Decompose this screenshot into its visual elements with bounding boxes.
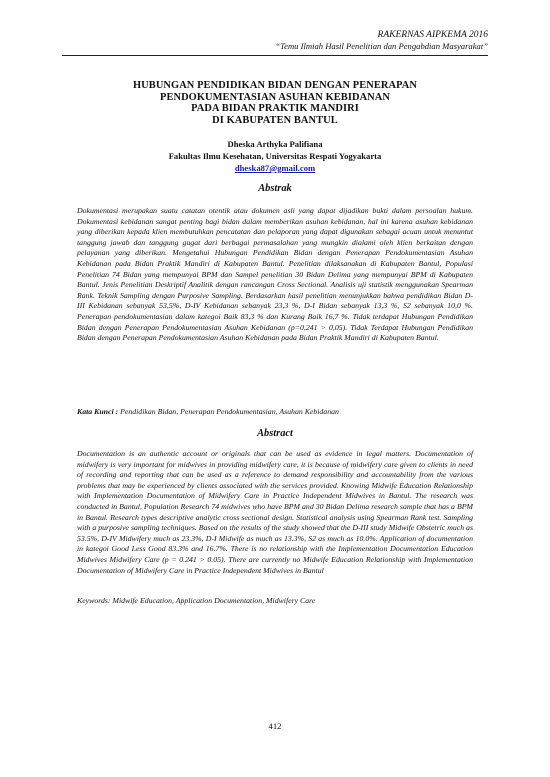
keywords: Keywords: Midwife Education, Application Documentation, Midwifery Care <box>77 596 316 605</box>
abstract-heading: Abstract <box>257 428 293 439</box>
author-name: Dheska Arthyka Palifiana <box>227 139 323 149</box>
title-line: HUBUNGAN PENDIDIKAN BIDAN DENGAN PENERAPAN <box>133 80 417 91</box>
kata-kunci-values: Pendidikan Bidan, Penerapan Pendokumentasian, Asuhan Kebidanan <box>118 407 339 416</box>
title-line: DI KABUPATEN BANTUL <box>212 114 338 126</box>
conference-name: RAKERNAS AIPKEMA 2016 <box>377 30 488 40</box>
abstract-body: Documentation is an authentic account or originals that can be used as evidence in legal matters. Documentation of midwifery is very important for midwives in providing midwifery care, it is because of midwifery care given to clients in need of recording and reporting that can be used as a reference to demand responsibility and accountability from the various problems that may be experienced by clients associated with the services provided. Knowing Midwife Education Relationship with Implementation Documentation of Midwifery Care in Practice Independent Midwives in Bantul. The research was conducted in Bantul, Population Research 74 midwives who have BPM and 30 Bidan Delima research sample that has a BPM in Bantul. Research types descriptive analytic cross sectional design. Statistical analysis using Spearman Rank test. Sampling with a purposive sampling techniques. Based on the results of the study showed that the D-III study Midwife Obstetric much as 53.5%, D-IV Midwifery much as 23.3%, D-I Midwife as much as 13.3%, S2 as much as 10.0%. Application of documentation in kategoi Good Less Good 83.3% and 16.7%. There is no relationship with the Implementation Documentation Education Midwives Midwifery Care (p = 0.241 > 0.05). There are currently no Midwife Education Relationship with Implementation Documentation of Midwifery Care in Practice Independent Midwives in Bantul <box>77 449 473 575</box>
page-number: 412 <box>268 721 282 731</box>
running-header <box>275 30 488 52</box>
title-line: PENDOKUMENTASIAN ASUHAN KEBIDANAN <box>160 91 390 103</box>
header-divider <box>62 55 488 56</box>
kata-kunci <box>77 407 473 418</box>
email-link[interactable]: dheska87@gmail.com <box>234 163 316 173</box>
author-affiliation: Fakultas Ilmu Kesehatan, Universitas Respati Yogyakarta <box>168 151 382 161</box>
author-email <box>70 163 480 174</box>
conference-subtitle: “Temu Ilmiah Hasil Penelitian dan Pengabdian Masyarakat” <box>275 41 488 51</box>
abstrak-heading: Abstrak <box>258 183 292 194</box>
paper-title <box>70 80 480 126</box>
kata-kunci-label: Kata Kunci : <box>77 407 119 416</box>
abstrak-body: Dokumentasi merupakan suatu catatan otentik atau dokumen asli yang dapat dijadikan bukti dalam persoalan hukum. Dokumentasi kebidanan sangat penting bagi bidan dalam memberikan asuhan kebidanan, hal ini karena asuhan kebidanan yang diberikan kepada klien membutuhkan pencatatan dan pelaporan yang dapat digunakan sebagai acuan untuk menuntut tanggung jawab dan tanggung gugat dari berbagai permasalahan yang mungkin dialami oleh klien berkaitan dengan pelayanan yang diberikan. Mengetahui Hubungan Pendidikan Bidan dengan Penerapan Pendokumentasian Asuhan Kebidanan pada Bidan Praktik Mandiri di Kabupaten Bantul. Penelitian dilaksanakan di Kabupaten Bantul, Populasi Penelitian 74 Bidan yang mempunyai BPM dan Sampel penelitian 30 Bidan Delima yang mempunyai BPM di Kabupaten Bantul. Jenis Penelitian Deskriptif Analitik dengan rancangan Cross Sectional. Analisis uji statistik menggunakan Spearman Rank. Teknik Sampling dengan Purposive Sampling. Berdasarkan hasil penelitian menunjukkan bahwa pendidikan Bidan D-III Kebidanan sebanyak 53,5%, D-IV Kebidanan sebanyak 23,3 %, D-I Bidan sebanyak 13,3 %, S2 sebanyak 10,0 %. Penerapan pendokumentasian dalam kategoi Baik 83,3 % dan Kurang Baik 16,7 %. Tidak terdapat Hubungan Pendidikan Bidan dengan Penerapan Pendokumentasian Asuhan Kebidanan (p=0,241 > 0,05). Tidak Terdapat Hubungan Pendidikan Bidan dengan Penerapan Pendokumentasian Asuhan Kebidanan pada Bidan Praktik Mandiri di Kabupaten Bantul. <box>77 206 473 343</box>
title-line: PADA BIDAN PRAKTIK MANDIRI <box>191 103 359 114</box>
